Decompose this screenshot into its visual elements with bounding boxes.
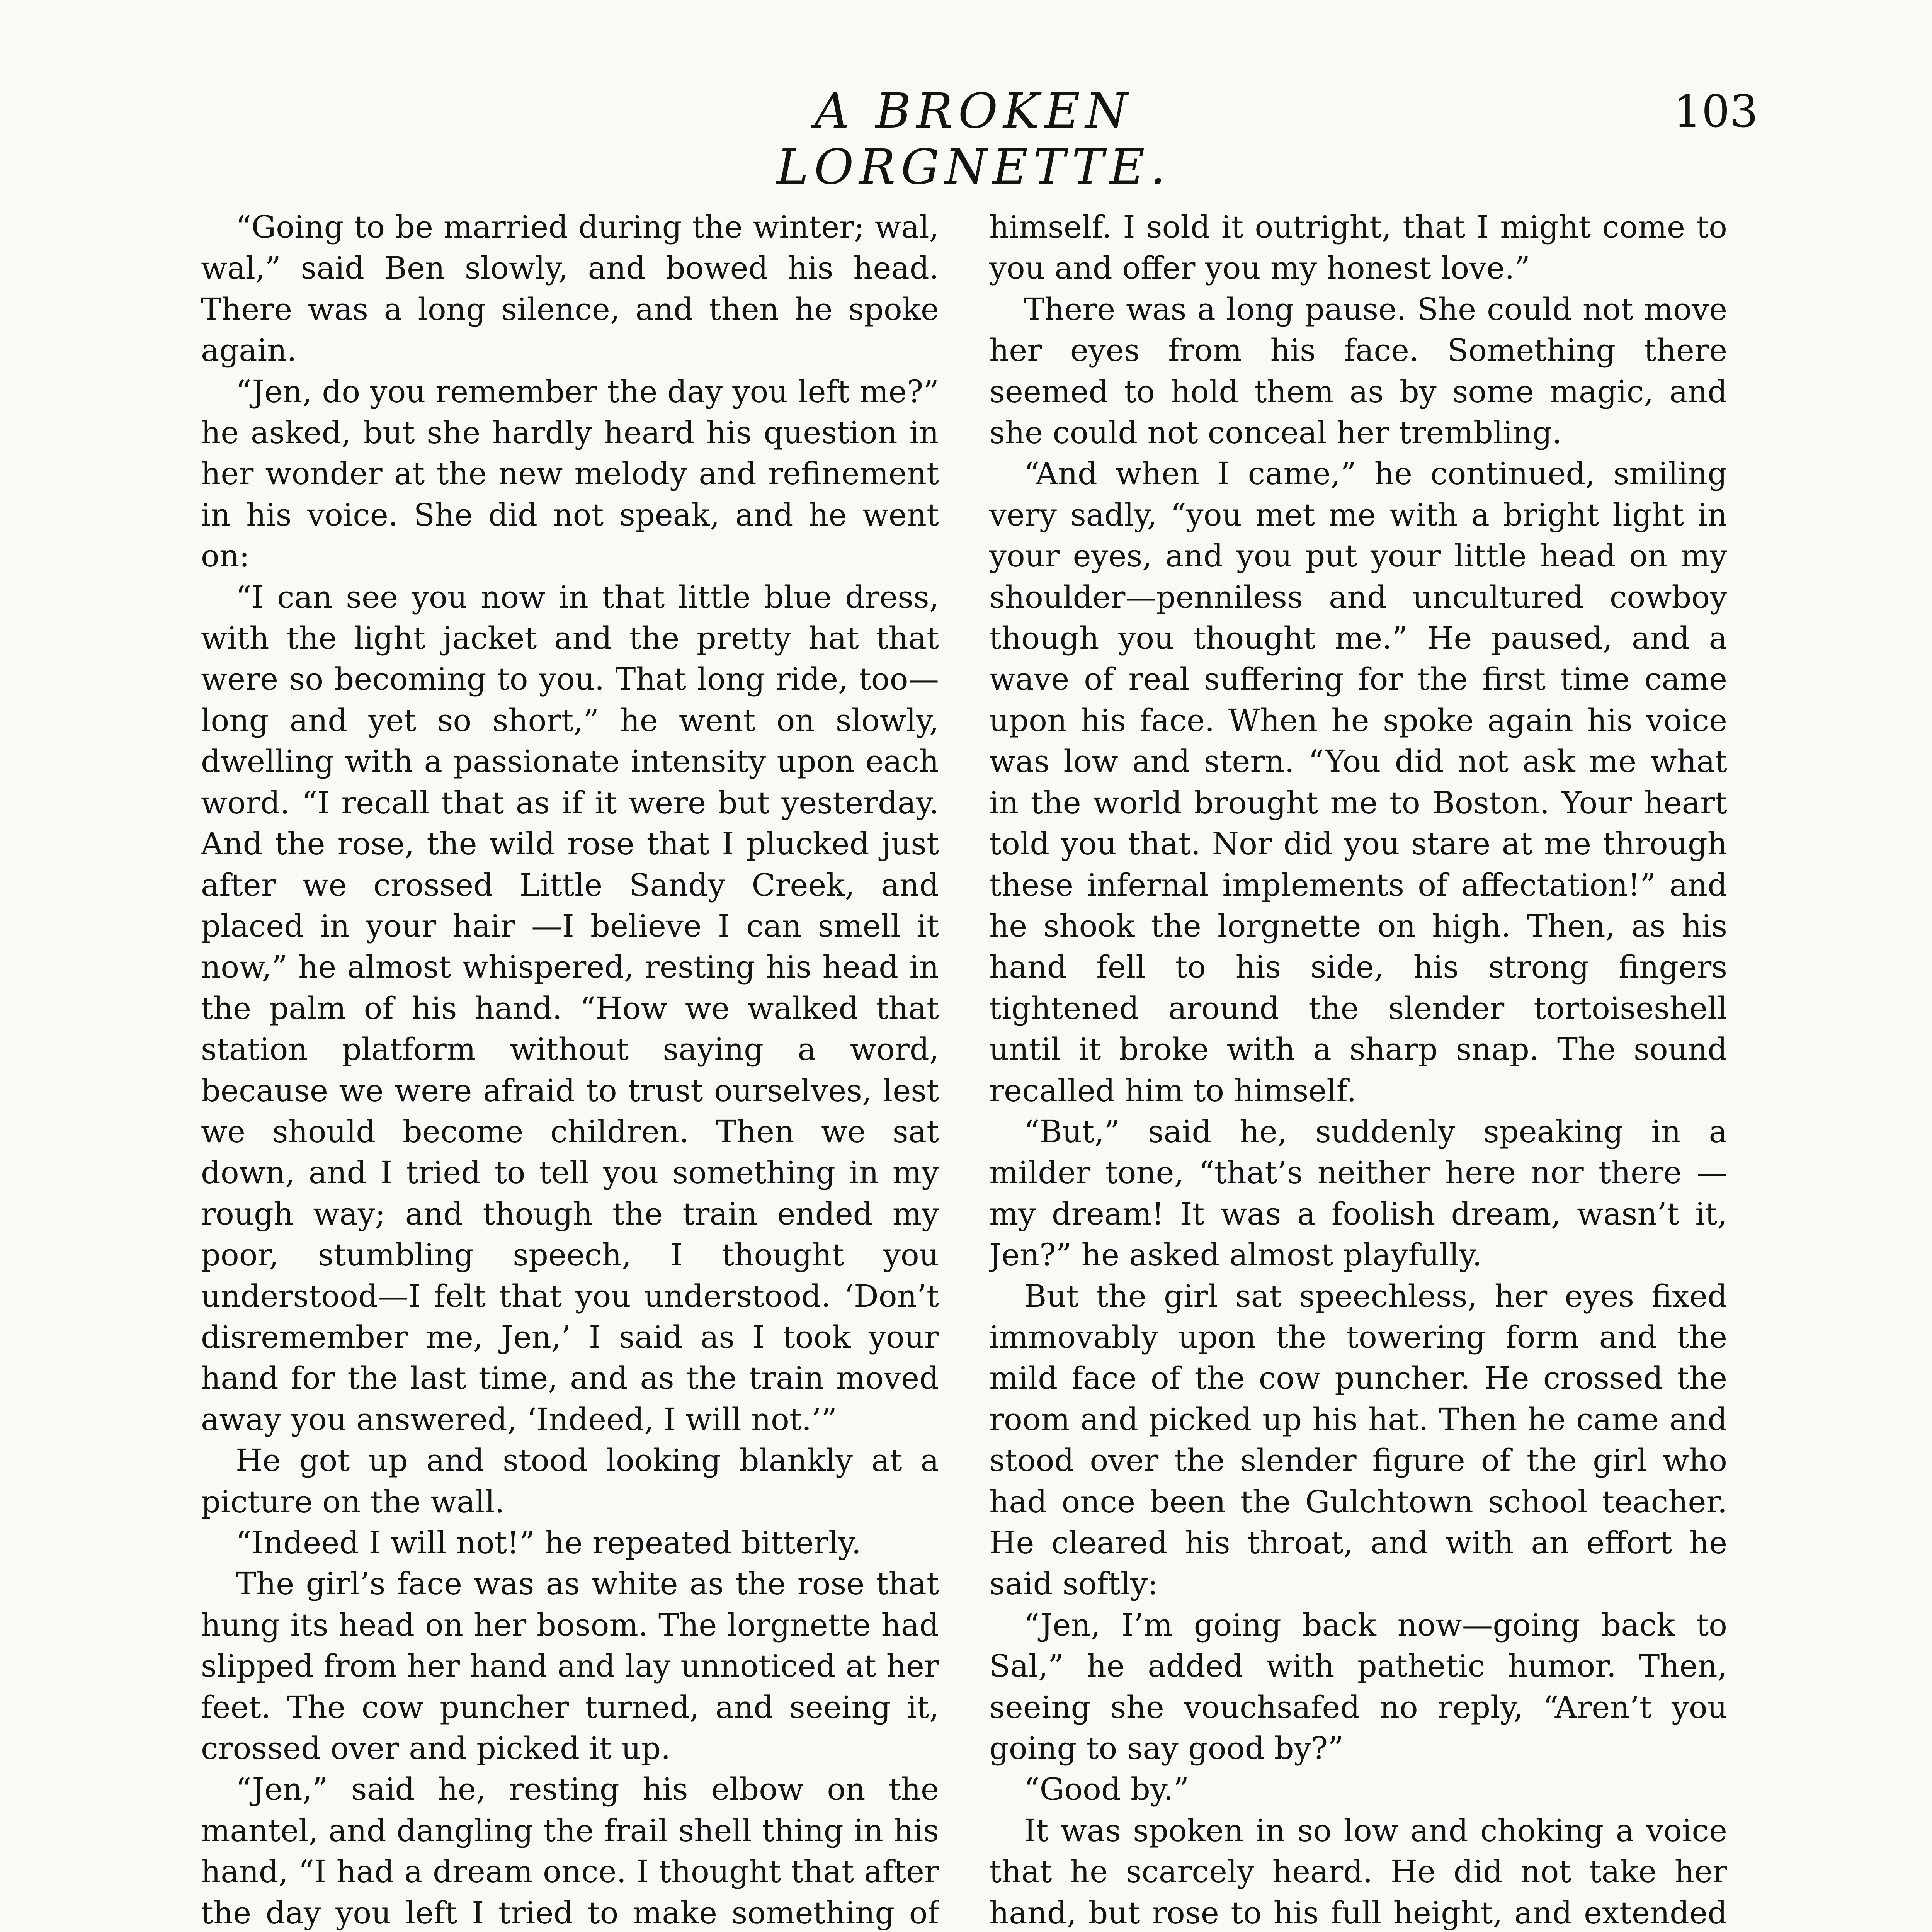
- paragraph: “Jen, do you remember the day you left me?” he asked, but she hardly heard his question in her wonder at the new melody and refinement in his voice. She did not speak, and he went on:: [201, 373, 939, 574]
- paragraph: But the girl sat speechless, her eyes fixed immovably upon the towering form and the mild face of the cow puncher. He crossed the room and picked up his hat. Then he came and stood over the slender figure of the girl who had once been the Gulchtown school teacher. He cleared his throat, and with an effort he said softly:: [989, 1278, 1727, 1602]
- paragraph-continued: himself. I sold it outright, that I might come to you and offer you my honest love.”: [989, 209, 1727, 286]
- paragraph: The girl’s face was as white as the rose that hung its head on her bosom. The lorgnette had slipped from her hand and lay unnoticed at her feet. The cow puncher turned, and seeing it, crossed over and picked it up.: [201, 1566, 939, 1767]
- paragraph: There was a long pause. She could not move her eyes from his face. Something there seemed to hold them as by some magic, and she could not conceal her trembling.: [989, 291, 1727, 451]
- right-column: [989, 207, 1727, 1932]
- paragraph: “Indeed I will not!” he repeated bitterly.: [236, 1525, 861, 1561]
- left-column: [201, 207, 939, 1932]
- paragraph: “But,” said he, suddenly speaking in a milder tone, “that’s neither here nor there —my dream! It was a foolish dream, wasn’t it, Jen?” he asked almost playfully.: [989, 1113, 1727, 1273]
- paragraph: “Good by.”: [1024, 1771, 1189, 1808]
- paragraph: “Jen, I’m going back now—going back to Sal,” he added with pathetic humor. Then, seeing she vouchsafed no reply, “Aren’t you going to say good by?”: [989, 1607, 1727, 1767]
- paragraph: “I can see you now in that little blue dress, with the light jacket and the pretty hat that were so becoming to you. That long ride, too—long and yet so short,” he went on slowly, dwelling with a passionate intensity upon each word. “I recall that as if it were but yesterday. And the rose, the wild rose that I plucked just after we crossed Little Sandy Creek, and placed in your hair —I believe I can smell it now,” he almost whispered, resting his head in the palm of his hand. “How we walked that station platform without saying a word, because we were afraid to trust ourselves, lest we should become children. Then we sat down, and I tried to tell you something in my rough way; and though the train ended my poor, stumbling speech, I thought you understood—I felt that you understood. ‘Don’t disremember me, Jen,’ I said as I took your hand for the last time, and as the train moved away you answered, ‘Indeed, I will not.’”: [201, 579, 939, 1437]
- paragraph: “And when I came,” he continued, smiling very sadly, “you met me with a bright light in your eyes, and you put your little head on my shoulder—penniless and uncultured cowboy though you thought me.” He paused, and a wave of real suffering for the first time came upon his face. When he spoke again his voice was low and stern. “You did not ask me what in the world brought me to Boston. Your heart told you that. Nor did you stare at me through these infernal implements of affectation!” and he shook the lorgnette on high. Then, as his hand fell to his side, his strong fingers tightened around the slender tortoiseshell until it broke with a sharp snap. The sound recalled him to himself.: [989, 456, 1727, 1109]
- paragraph: “Jen,” said he, resting his elbow on the mantel, and dangling the frail shell thing in his hand, “I had a dream once. I thought that after the day you left I tried to make something of: [201, 1771, 939, 1931]
- page-number: 103: [1673, 86, 1758, 138]
- paragraph: “Going to be married during the winter; wal, wal,” said Ben slowly, and bowed his head. There was a long silence, and then he spoke again.: [201, 209, 939, 369]
- running-title: A BROKEN LORGNETTE.: [776, 83, 1171, 195]
- paragraph: It was spoken in so low and choking a voice that he scarcely heard. He did not take her hand, but rose to his full height, and extended: [989, 1812, 1727, 1931]
- paragraph: He got up and stood looking blankly at a picture on the wall.: [201, 1442, 939, 1520]
